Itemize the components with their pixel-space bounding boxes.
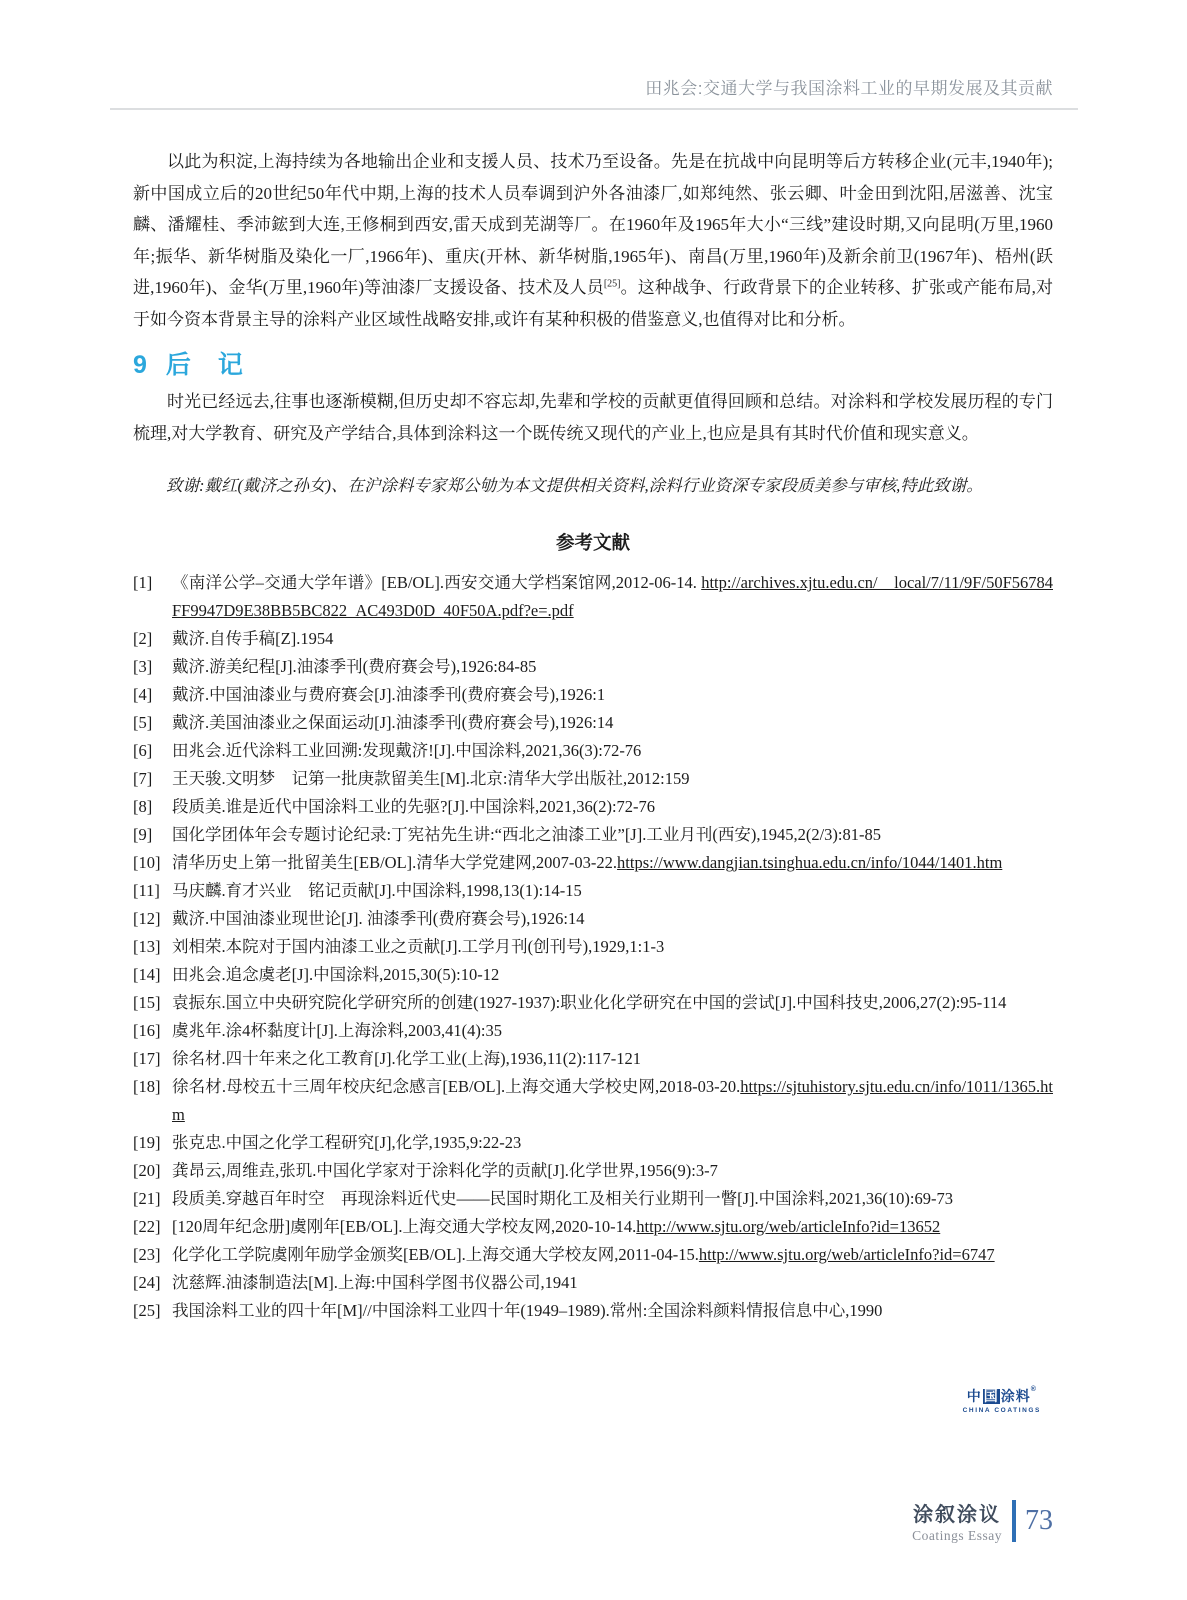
reference-number: [1] bbox=[133, 573, 153, 592]
reference-number: [8] bbox=[133, 797, 153, 816]
reference-text: 段质美.穿越百年时空 再现涂料近代史——民国时期化工及相关行业期刊一瞥[J].中国涂料,2021,36(10):69-73 bbox=[172, 1189, 953, 1208]
logo-char: 中 bbox=[966, 1388, 982, 1404]
reference-link[interactable]: http://archives.xjtu.edu.cn/__local/7/11/9F/50F56784FF9947D9E38BB5BC822_AC493D0D_40F50A.pdf?e=.pdf bbox=[172, 573, 1053, 620]
reference-text: 戴济.游美纪程[J].油漆季刊(费府赛会号),1926:84-85 bbox=[172, 657, 537, 676]
reference-number: [18] bbox=[133, 1077, 161, 1096]
registered-mark-icon: ® bbox=[1030, 1386, 1037, 1393]
reference-number: [19] bbox=[133, 1133, 161, 1152]
citation-superscript-25: [25] bbox=[603, 278, 621, 290]
reference-item bbox=[133, 1213, 1053, 1241]
reference-item bbox=[133, 1297, 1053, 1325]
reference-item bbox=[133, 709, 1053, 737]
page-header bbox=[0, 74, 1187, 110]
section-title: 后 记 bbox=[165, 351, 244, 379]
reference-item bbox=[133, 793, 1053, 821]
reference-number: [5] bbox=[133, 713, 153, 732]
reference-link[interactable]: https://sjtuhistory.sjtu.edu.cn/info/1011/1365.htm bbox=[172, 1077, 1053, 1124]
references-list bbox=[133, 569, 1053, 1325]
reference-number: [12] bbox=[133, 909, 161, 928]
reference-number: [17] bbox=[133, 1049, 161, 1068]
acknowledgment-note: 致谢:戴红(戴济之孙女)、在沪涂料专家郑公劬为本文提供相关资料,涂料行业资深专家段质美参与审核,特此致谢。 bbox=[166, 476, 983, 495]
reference-number: [25] bbox=[133, 1301, 161, 1320]
reference-item bbox=[133, 989, 1053, 1017]
paragraph-text: 。这种战争、行政背景下的企业转移、扩张或产能布局,对于如今资本背景主导的涂料产业区域性战略安排,或许有某种积极的借鉴意义,也值得对比和分析。 bbox=[133, 278, 1053, 329]
reference-text: 王天骏.文明梦 记第一批庚款留美生[M].北京:清华大学出版社,2012:159 bbox=[172, 769, 690, 788]
reference-text: 虞兆年.涂4杯黏度计[J].上海涂料,2003,41(4):35 bbox=[172, 1021, 502, 1040]
reference-number: [13] bbox=[133, 937, 161, 956]
reference-link[interactable]: http://www.sjtu.org/web/articleInfo?id=6747 bbox=[698, 1245, 995, 1264]
china-coatings-logo bbox=[963, 1386, 1041, 1414]
reference-item bbox=[133, 1129, 1053, 1157]
reference-item bbox=[133, 821, 1053, 849]
reference-number: [4] bbox=[133, 685, 153, 704]
references-title: 参考文献 bbox=[555, 532, 630, 553]
reference-item bbox=[133, 1157, 1053, 1185]
reference-number: [3] bbox=[133, 657, 153, 676]
reference-item bbox=[133, 569, 1053, 625]
reference-text: 戴济.中国油漆业与费府赛会[J].油漆季刊(费府赛会号),1926:1 bbox=[172, 685, 606, 704]
reference-text: 袁振东.国立中央研究院化学研究所的创建(1927-1937):职业化化学研究在中国的尝试[J].中国科技史,2006,27(2):95-114 bbox=[172, 993, 1007, 1012]
footer-divider-bar bbox=[1012, 1500, 1016, 1542]
reference-link[interactable]: https://www.dangjian.tsinghua.edu.cn/info/1044/1401.htm bbox=[617, 853, 1003, 872]
reference-item bbox=[133, 877, 1053, 905]
reference-item bbox=[133, 737, 1053, 765]
reference-number: [11] bbox=[133, 881, 160, 900]
reference-number: [6] bbox=[133, 741, 153, 760]
reference-number: [9] bbox=[133, 825, 153, 844]
reference-item bbox=[133, 933, 1053, 961]
reference-text: 化学化工学院虞刚年励学金颁奖[EB/OL].上海交通大学校友网,2011-04-15.http://www.sjtu.org/web/articleInfo?id=6747 bbox=[172, 1245, 995, 1264]
reference-text: 戴济.美国油漆业之保面运动[J].油漆季刊(费府赛会号),1926:14 bbox=[172, 713, 614, 732]
reference-text: 戴济.自传手稿[Z].1954 bbox=[172, 629, 334, 648]
reference-text: 田兆会.追念虞老[J].中国涂料,2015,30(5):10-12 bbox=[172, 965, 500, 984]
section-heading-postscript bbox=[133, 345, 1053, 381]
reference-item bbox=[133, 625, 1053, 653]
reference-item bbox=[133, 961, 1053, 989]
reference-number: [23] bbox=[133, 1245, 161, 1264]
paragraph-transfer-history bbox=[133, 146, 1053, 335]
reference-item bbox=[133, 1045, 1053, 1073]
reference-text: 徐名材.母校五十三周年校庆纪念感言[EB/OL].上海交通大学校史网,2018-03-20.https://sjtuhistory.sjtu.edu.cn/info/1011/1365.htm bbox=[172, 1077, 1053, 1124]
reference-number: [24] bbox=[133, 1273, 161, 1292]
reference-link[interactable]: http://www.sjtu.org/web/articleInfo?id=13652 bbox=[636, 1217, 941, 1236]
reference-number: [16] bbox=[133, 1021, 161, 1040]
reference-item bbox=[133, 1241, 1053, 1269]
page-number: 73 bbox=[1025, 1505, 1053, 1536]
reference-item bbox=[133, 849, 1053, 877]
logo-char: 涂料 bbox=[1000, 1388, 1031, 1404]
reference-number: [22] bbox=[133, 1217, 161, 1236]
page-footer bbox=[912, 1498, 1053, 1544]
footer-brand-en: Coatings Essay bbox=[912, 1528, 1002, 1543]
article-body bbox=[133, 146, 1053, 1325]
reference-number: [20] bbox=[133, 1161, 161, 1180]
reference-item bbox=[133, 1073, 1053, 1129]
reference-text: 田兆会.近代涂料工业回溯:发现戴济![J].中国涂料,2021,36(3):72-76 bbox=[172, 741, 642, 760]
header-rule bbox=[110, 108, 1078, 110]
reference-number: [15] bbox=[133, 993, 161, 1012]
china-coatings-logo-en: CHINA COATINGS bbox=[962, 1407, 1041, 1414]
reference-text: 清华历史上第一批留美生[EB/OL].清华大学党建网,2007-03-22.https://www.dangjian.tsinghua.edu.cn/info/1044/1401.htm bbox=[172, 853, 1003, 872]
reference-text: 马庆麟.育才兴业 铭记贡献[J].中国涂料,1998,13(1):14-15 bbox=[172, 881, 582, 900]
reference-number: [7] bbox=[133, 769, 153, 788]
reference-text: 我国涂料工业的四十年[M]//中国涂料工业四十年(1949–1989).常州:全国涂料颜料情报信息中心,1990 bbox=[172, 1301, 883, 1320]
reference-item bbox=[133, 1269, 1053, 1297]
reference-item bbox=[133, 765, 1053, 793]
reference-text: 《南洋公学–交通大学年谱》[EB/OL].西安交通大学档案馆网,2012-06-14. http://archives.xjtu.edu.cn/__local/7/11/9F/50F56784FF9947D9E38BB5BC822_AC493D0D_40F50A.pdf?e=.pdf bbox=[172, 573, 1053, 620]
reference-item bbox=[133, 681, 1053, 709]
reference-text: 刘相荣.本院对于国内油漆工业之贡献[J].工学月刊(创刊号),1929,1:1-3 bbox=[172, 937, 665, 956]
reference-item bbox=[133, 905, 1053, 933]
reference-item bbox=[133, 1185, 1053, 1213]
reference-text: 张克忠.中国之化学工程研究[J],化学,1935,9:22-23 bbox=[172, 1133, 522, 1152]
reference-item bbox=[133, 653, 1053, 681]
reference-text: 徐名材.四十年来之化工教育[J].化学工业(上海),1936,11(2):117-121 bbox=[172, 1049, 641, 1068]
reference-text: 戴济.中国油漆业现世论[J]. 油漆季刊(费府赛会号),1926:14 bbox=[172, 909, 585, 928]
reference-number: [2] bbox=[133, 629, 153, 648]
china-coatings-logo-cn bbox=[967, 1386, 1037, 1406]
reference-number: [14] bbox=[133, 965, 161, 984]
reference-text: 沈慈辉.油漆制造法[M].上海:中国科学图书仪器公司,1941 bbox=[172, 1273, 578, 1292]
running-head: 田兆会:交通大学与我国涂料工业的早期发展及其贡献 bbox=[645, 79, 1053, 98]
paragraph-postscript: 时光已经远去,往事也逐渐模糊,但历史却不容忘却,先辈和学校的贡献更值得回顾和总结。对涂料和学校发展历程的专门梳理,对大学教育、研究及产学结合,具体到涂料这一个既传统又现代的产业上,也应是具有其时代价值和现实意义。 bbox=[133, 392, 1053, 443]
footer-brand-cn: 涂叙涂议 bbox=[913, 1504, 1002, 1526]
reference-text: [120周年纪念册]虞刚年[EB/OL].上海交通大学校友网,2020-10-14.http://www.sjtu.org/web/articleInfo?id=13652 bbox=[172, 1217, 941, 1236]
reference-number: [21] bbox=[133, 1189, 161, 1208]
paragraph-text: 以此为积淀,上海持续为各地输出企业和支援人员、技术乃至设备。先是在抗战中向昆明等后方转移企业(元丰,1940年);新中国成立后的20世纪50年代中期,上海的技术人员奉调到沪外各油漆厂,如郑纯然、张云卿、叶金田到沈阳,居滋善、沈宝麟、潘耀桂、季沛鋐到大连,王修桐到西安,雷天成到芜湖等厂。在1960年及1965年大小“三线”建设时期,又向昆明(万里,1960年;振华、新华树脂及染化一厂,1966年)、重庆(开林、新华树脂,1965年)、南昌(万里,1960年)及新余前卫(1967年)、梧州(跃进,1960年)、金华(万里,1960年)等油漆厂支援设备、技术及人员 bbox=[133, 152, 1053, 297]
reference-text: 龚昂云,周维垚,张玑.中国化学家对于涂料化学的贡献[J].化学世界,1956(9):3-7 bbox=[172, 1161, 718, 1180]
reference-item bbox=[133, 1017, 1053, 1045]
logo-boxed-char: 国 bbox=[983, 1388, 999, 1404]
reference-number: [10] bbox=[133, 853, 161, 872]
reference-text: 段质美.谁是近代中国涂料工业的先驱?[J].中国涂料,2021,36(2):72-76 bbox=[172, 797, 656, 816]
section-number: 9 bbox=[133, 351, 148, 379]
footer-brand bbox=[912, 1498, 1002, 1544]
reference-text: 国化学团体年会专题讨论纪录:丁宪祜先生讲:“西北之油漆工业”[J].工业月刊(西安),1945,2(2/3):81-85 bbox=[172, 825, 881, 844]
